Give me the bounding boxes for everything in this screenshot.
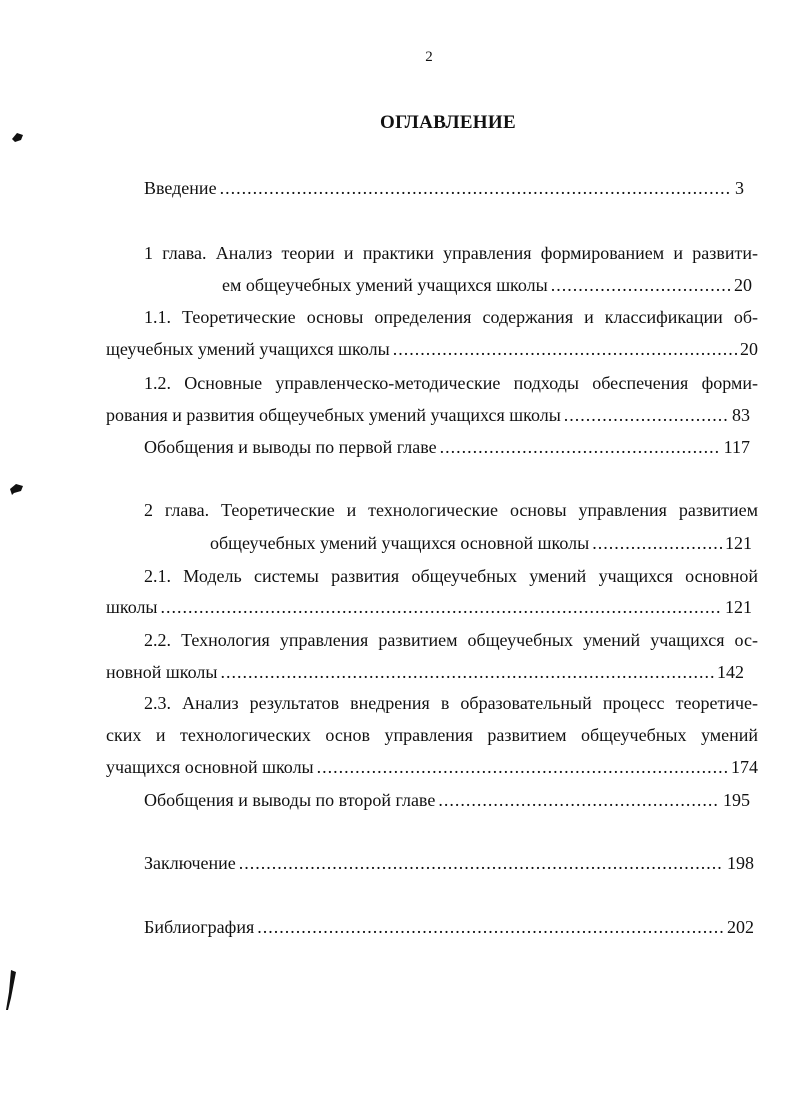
toc-page-number: 20 xyxy=(740,339,758,359)
toc-entry-chapter-1-line-1[interactable]: 1 глава. Анализ теории и практики управления формированием и развити- xyxy=(144,243,758,263)
toc-entry-summary-1[interactable] xyxy=(144,434,750,460)
toc-page-number: 195 xyxy=(723,790,750,810)
toc-entry-2-2-line-1[interactable]: 2.2. Технология управления развитием общеучебных умений учащихся ос- xyxy=(144,630,758,650)
toc-entry-1-1-line-1[interactable]: 1.1. Теоретические основы определения содержания и классификации об- xyxy=(144,307,758,327)
leader-dots xyxy=(257,914,724,940)
toc-entry-1-2-line-1[interactable]: 1.2. Основные управленческо-методические подходы обеспечения форми- xyxy=(144,373,758,393)
leader-dots xyxy=(440,434,721,460)
leader-dots xyxy=(592,530,722,556)
leader-dots xyxy=(551,272,731,298)
toc-entry-label: ем общеучебных умений учащихся школы xyxy=(222,275,548,295)
toc-page-number: 83 xyxy=(732,405,750,425)
toc-entry-2-3-line-3[interactable] xyxy=(106,754,758,780)
leader-dots xyxy=(239,850,724,876)
leader-dots xyxy=(220,659,714,685)
scan-speck-mark xyxy=(8,482,26,496)
toc-entry-2-3-line-1[interactable]: 2.3. Анализ результатов внедрения в образовательный процесс теоретиче- xyxy=(144,693,758,713)
toc-page-number: 121 xyxy=(725,597,752,617)
toc-entry-chapter-1-line-2[interactable] xyxy=(222,272,752,298)
toc-entry-label: Обобщения и выводы по второй главе xyxy=(144,790,436,810)
leader-dots xyxy=(220,175,732,201)
toc-page-number: 202 xyxy=(727,917,754,937)
toc-page-number: 198 xyxy=(727,853,754,873)
toc-entry-label: Обобщения и выводы по первой главе xyxy=(144,437,437,457)
scan-stroke-mark xyxy=(2,968,20,1016)
toc-entry-2-1-line-1[interactable]: 2.1. Модель системы развития общеучебных умений учащихся основной xyxy=(144,566,758,586)
toc-entry-label: Библиография xyxy=(144,917,255,937)
leader-dots xyxy=(317,754,728,780)
page-number: 2 xyxy=(425,49,433,65)
toc-entry-label: новной школы xyxy=(106,662,218,682)
toc-entry-intro[interactable] xyxy=(144,175,744,201)
toc-entry-2-1-line-2[interactable] xyxy=(106,594,752,620)
toc-page-number: 3 xyxy=(735,178,744,198)
toc-entry-chapter-2-line-2[interactable] xyxy=(210,530,752,556)
leader-dots xyxy=(393,336,737,362)
leader-dots xyxy=(438,787,720,813)
scan-speck-mark xyxy=(10,130,26,144)
toc-page-number: 121 xyxy=(725,533,752,553)
toc-entry-1-1-line-2[interactable] xyxy=(106,336,758,362)
toc-entry-2-3-line-2[interactable]: ских и технологических основ управления развитием общеучебных умений xyxy=(106,725,758,745)
toc-entry-1-2-line-2[interactable] xyxy=(106,402,750,428)
toc-entry-summary-2[interactable] xyxy=(144,787,750,813)
toc-page-number: 174 xyxy=(731,757,758,777)
toc-entry-label: школы xyxy=(106,597,158,617)
toc-entry-label: рования и развития общеучебных умений учащихся школы xyxy=(106,405,561,425)
toc-entry-bibliography[interactable] xyxy=(144,914,754,940)
toc-entry-label: Заключение xyxy=(144,853,236,873)
leader-dots xyxy=(161,594,722,620)
toc-entry-label: Введение xyxy=(144,178,217,198)
toc-page-number: 20 xyxy=(734,275,752,295)
toc-entry-2-2-line-2[interactable] xyxy=(106,659,744,685)
toc-entry-conclusion[interactable] xyxy=(144,850,754,876)
toc-entry-label: учащихся основной школы xyxy=(106,757,314,777)
toc-entry-label: щеучебных умений учащихся школы xyxy=(106,339,390,359)
toc-entry-chapter-2-line-1[interactable]: 2 глава. Теоретические и технологические основы управления развитием xyxy=(144,500,758,520)
toc-entry-label: общеучебных умений учащихся основной школы xyxy=(210,533,590,553)
toc-page-number: 117 xyxy=(723,437,750,457)
leader-dots xyxy=(564,402,729,428)
toc-page-number: 142 xyxy=(717,662,744,682)
toc-heading: ОГЛАВЛЕНИЕ xyxy=(380,112,516,133)
